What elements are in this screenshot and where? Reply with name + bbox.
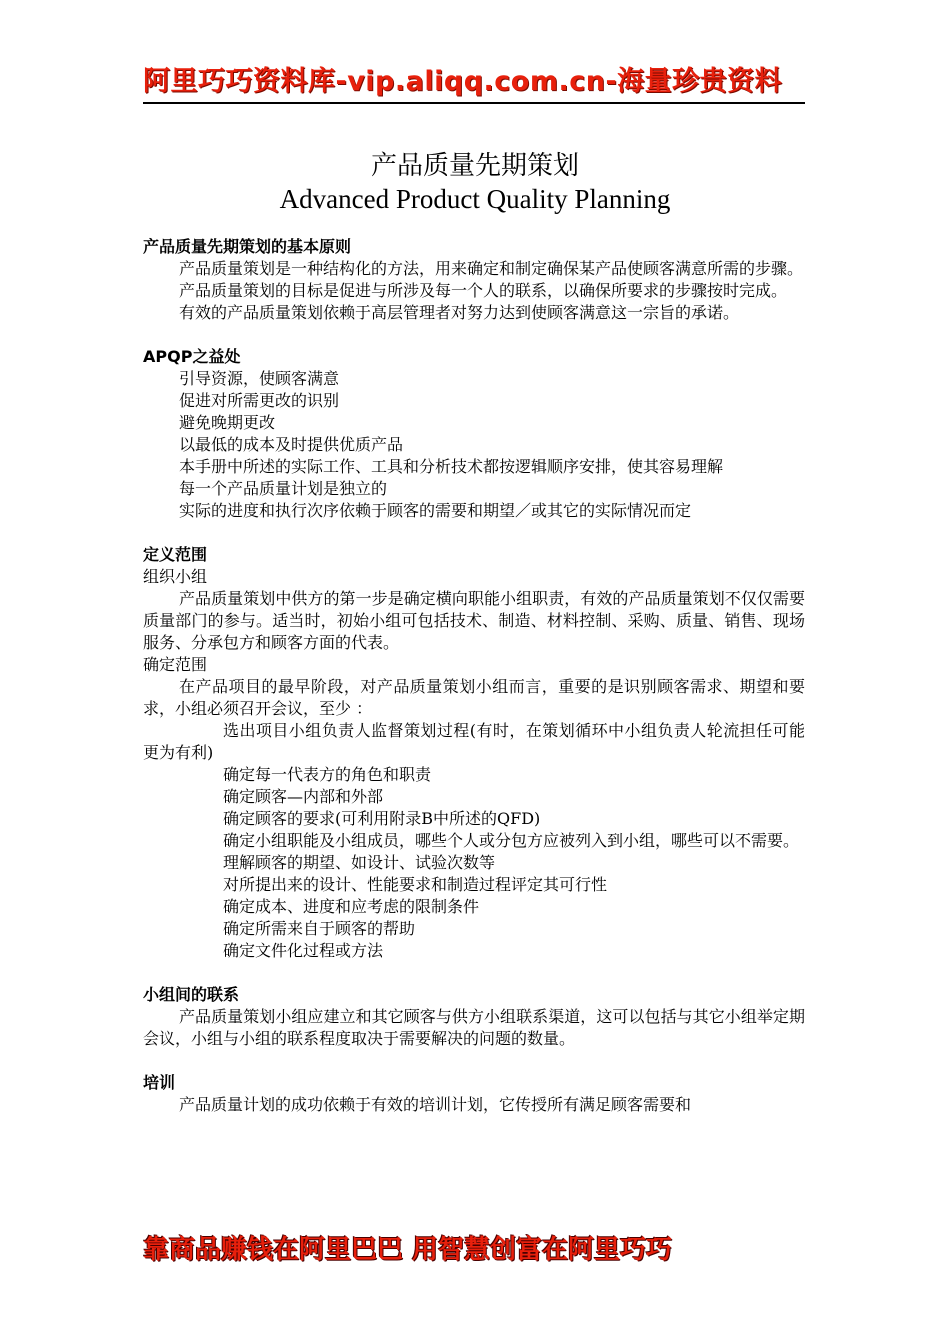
list-item: 促进对所需更改的识别 bbox=[179, 391, 340, 410]
list-item: 实际的进度和执行次序依赖于顾客的需要和期望／或其它的实际情况而定 bbox=[179, 501, 692, 520]
list-item: 选出项目小组负责人监督策划过程(有时，在策划循环中小组负责人轮流担任可能更为有利) bbox=[143, 721, 805, 762]
subheading: 确定范围 bbox=[143, 655, 208, 674]
document-subtitle: Advanced Product Quality Planning bbox=[279, 184, 671, 214]
list-item: 理解顾客的期望、如设计、试验次数等 bbox=[223, 853, 496, 872]
section-heading-benefits: APQP之益处 bbox=[143, 347, 241, 366]
section-heading-liaison: 小组间的联系 bbox=[143, 985, 240, 1004]
list-item: 避免晚期更改 bbox=[179, 413, 276, 432]
paragraph: 产品质量策划的目标是促进与所涉及每一个人的联系，以确保所要求的步骤按时完成。 bbox=[179, 281, 788, 300]
list-item: 确定文件化过程或方法 bbox=[223, 941, 384, 960]
top-banner: 阿里巧巧资料库-vip.aliqq.com.cn-海量珍贵资料 bbox=[143, 62, 805, 104]
bottom-banner: 靠商品赚钱在阿里巴巴 用智慧创富在阿里巧巧 bbox=[143, 1235, 673, 1265]
paragraph: 产品质量策划中供方的第一步是确定横向职能小组职责，有效的产品质量策划不仅仅需要质量部门的参与。适当时，初始小组可包括技术、制造、材料控制、采购、质量、销售、现场服务、分承包方和顾客方面的代表。 bbox=[143, 589, 805, 652]
list-item: 每一个产品质量计划是独立的 bbox=[179, 479, 388, 498]
paragraph: 产品质量计划的成功依赖于有效的培训计划，它传授所有满足顾客需要和 bbox=[179, 1095, 692, 1114]
list-item: 确定顾客—内部和外部 bbox=[223, 787, 384, 806]
paragraph: 在产品项目的最早阶段，对产品质量策划小组而言，重要的是识别顾客需求、期望和要求，小组必须召开会议，至少 ： bbox=[143, 677, 805, 718]
paragraph: 产品质量策划小组应建立和其它顾客与供方小组联系渠道，这可以包括与其它小组举定期会议，小组与小组的联系程度取决于需要解决的问题的数量。 bbox=[143, 1007, 805, 1048]
paragraph: 本手册中所述的实际工作、工具和分析技术都按逻辑顺序安排，使其容易理解 bbox=[179, 457, 724, 476]
list-item: 以最低的成本及时提供优质产品 bbox=[179, 435, 404, 454]
list-item: 确定所需来自于顾客的帮助 bbox=[223, 919, 416, 938]
list-item: 确定顾客的要求(可利用附录B中所述的QFD) bbox=[223, 809, 541, 828]
list-item: 对所提出来的设计、性能要求和制造过程评定其可行性 bbox=[223, 875, 608, 894]
document-body bbox=[143, 236, 805, 1116]
list-item: 确定成本、进度和应考虑的限制条件 bbox=[223, 897, 480, 916]
paragraph: 产品质量策划是一种结构化的方法，用来确定和制定确保某产品使顾客满意所需的步骤。 bbox=[179, 259, 804, 278]
paragraph: 有效的产品质量策划依赖于高层管理者对努力达到使顾客满意这一宗旨的承诺。 bbox=[179, 303, 740, 322]
section-heading-principles: 产品质量先期策划的基本原则 bbox=[143, 237, 352, 256]
subheading: 组织小组 bbox=[143, 567, 208, 586]
section-heading-scope: 定义范围 bbox=[143, 545, 208, 564]
list-item: 引导资源，使顾客满意 bbox=[179, 369, 340, 388]
document-title: 产品质量先期策划 bbox=[370, 151, 579, 181]
list-item: 确定每一代表方的角色和职责 bbox=[223, 765, 432, 784]
list-item: 确定小组职能及小组成员，哪些个人或分包方应被列入到小组，哪些可以不需要。 bbox=[223, 831, 800, 850]
section-heading-training: 培训 bbox=[143, 1073, 176, 1092]
